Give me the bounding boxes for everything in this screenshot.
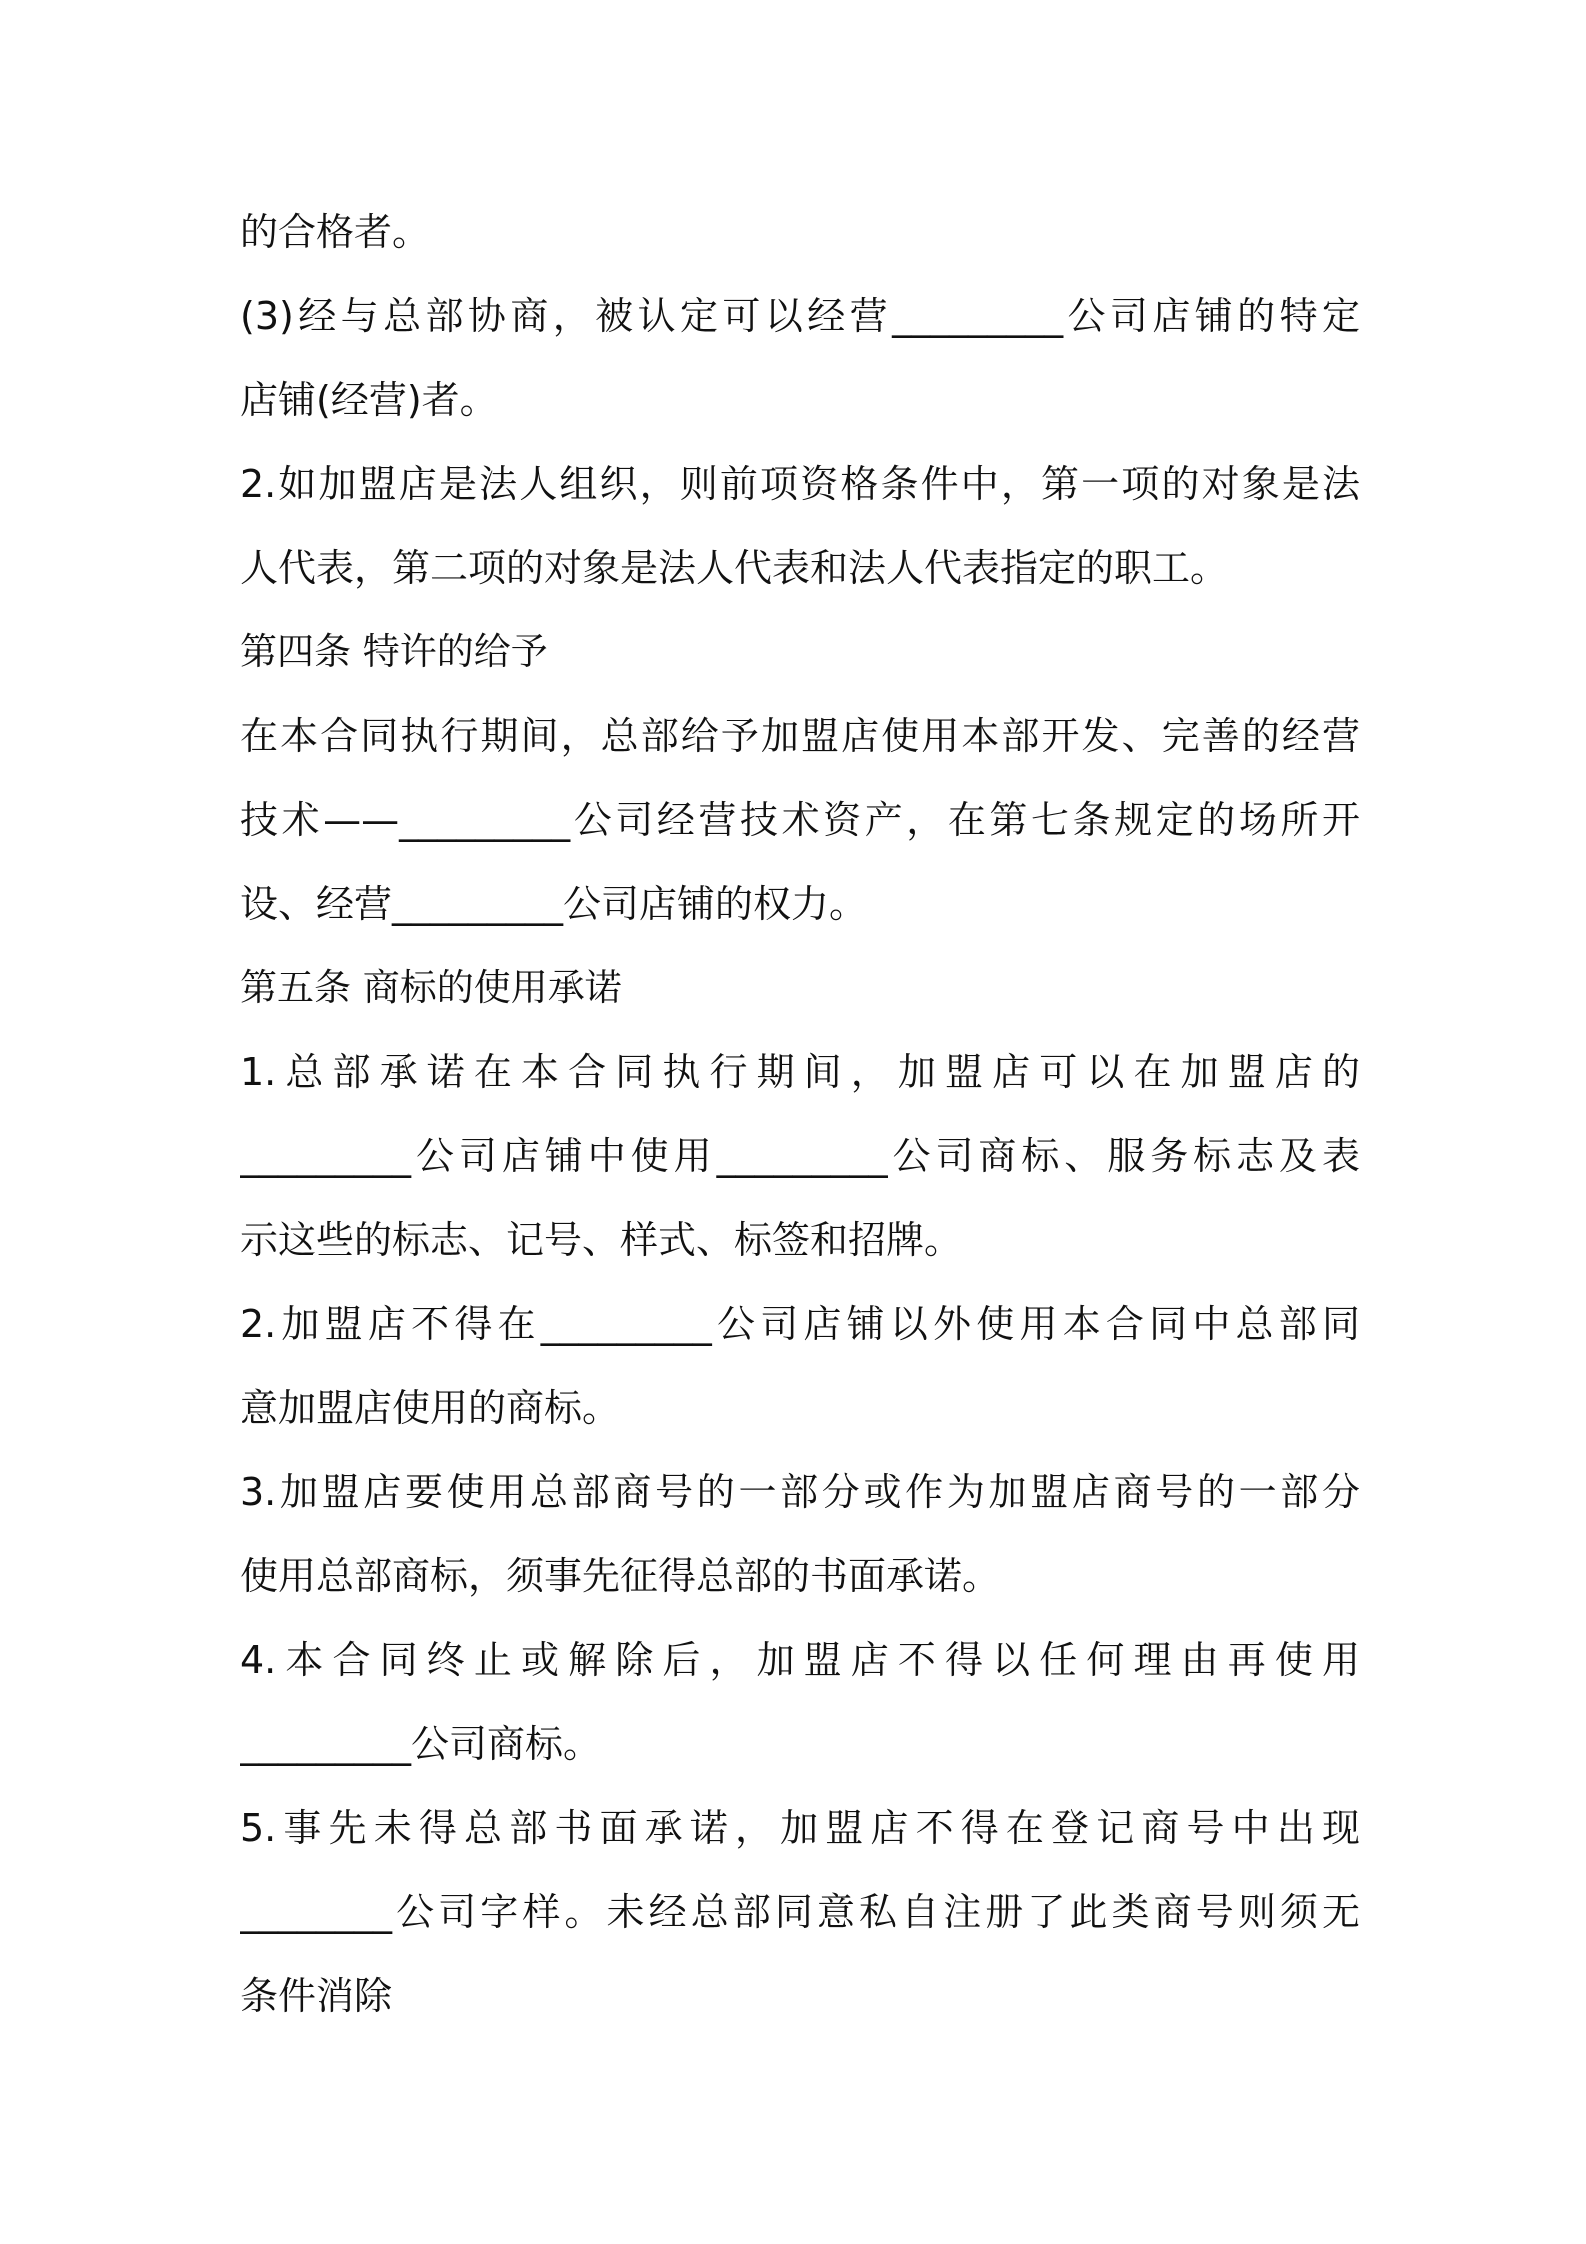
- document-line: 2.加盟店不得在_________公司店铺以外使用本合同中总部同: [240, 1302, 1360, 1346]
- document-line: 3.加盟店要使用总部商号的一部分或作为加盟店商号的一部分: [240, 1470, 1360, 1514]
- document-line: 2.如加盟店是法人组织，则前项资格条件中，第一项的对象是法: [240, 462, 1360, 506]
- document-line: 店铺(经营)者。: [240, 378, 498, 422]
- document-line: 人代表，第二项的对象是法人代表和法人代表指定的职工。: [240, 546, 1229, 590]
- document-line: 4.本合同终止或解除后，加盟店不得以任何理由再使用: [240, 1638, 1360, 1682]
- document-line: 1.总部承诺在本合同执行期间，加盟店可以在加盟店的: [240, 1050, 1360, 1094]
- document-line: _________公司店铺中使用_________公司商标、服务标志及表: [240, 1134, 1360, 1178]
- document-line: 条件消除: [240, 1974, 393, 2018]
- document-line: 意加盟店使用的商标。: [240, 1386, 621, 1430]
- document-line: 使用总部商标，须事先征得总部的书面承诺。: [240, 1554, 1001, 1598]
- document-line: 示这些的标志、记号、样式、标签和招牌。: [240, 1218, 963, 1262]
- document-line: (3)经与总部协商，被认定可以经营_________公司店铺的特定: [240, 294, 1360, 338]
- document-line: _________公司商标。: [240, 1722, 602, 1766]
- document-line: 技术——_________公司经营技术资产，在第七条规定的场所开: [240, 798, 1360, 842]
- document-line: 的合格者。: [240, 210, 431, 254]
- document-line: 设、经营_________公司店铺的权力。: [240, 882, 868, 926]
- document-line: ________公司字样。未经总部同意私自注册了此类商号则须无: [240, 1890, 1360, 1934]
- section-heading: 第五条 商标的使用承诺: [240, 966, 622, 1009]
- document-line: 在本合同执行期间，总部给予加盟店使用本部开发、完善的经营: [240, 714, 1360, 758]
- section-heading: 第四条 特许的给予: [240, 630, 548, 673]
- document-line: 5.事先未得总部书面承诺，加盟店不得在登记商号中出现: [240, 1806, 1360, 1850]
- document-body: [240, 190, 1360, 2038]
